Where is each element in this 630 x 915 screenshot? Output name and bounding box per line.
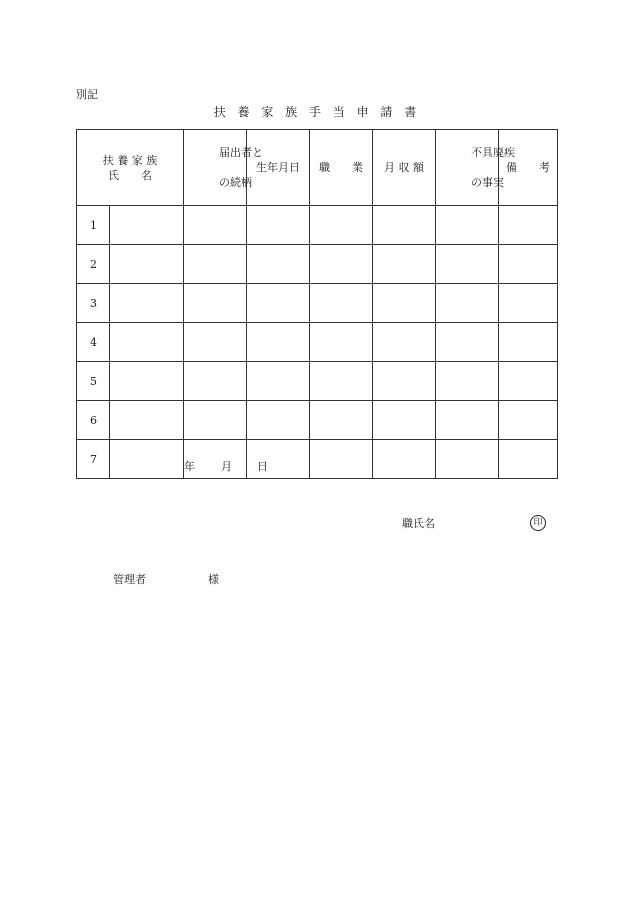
cell-occupation[interactable]	[310, 440, 373, 479]
cell-birthdate[interactable]	[247, 245, 310, 284]
header-disability	[436, 130, 515, 206]
header-monthly-income: 月 収 額	[373, 130, 436, 206]
cell-disability[interactable]	[436, 440, 499, 479]
table-row	[77, 245, 558, 284]
cell-name[interactable]	[110, 362, 184, 401]
cell-name[interactable]	[110, 206, 184, 245]
cell-relationship[interactable]	[184, 245, 247, 284]
cell-birthdate[interactable]	[247, 323, 310, 362]
cell-monthly-income[interactable]	[373, 284, 436, 323]
dependents-table	[76, 129, 558, 479]
cell-occupation[interactable]	[310, 362, 373, 401]
cell-disability[interactable]	[436, 323, 499, 362]
cell-occupation[interactable]	[310, 284, 373, 323]
cell-occupation[interactable]	[310, 245, 373, 284]
date-year-label: 年	[184, 460, 195, 473]
table-row	[77, 440, 558, 479]
row-number: 1	[77, 206, 110, 245]
table-row	[77, 284, 558, 323]
cell-remarks[interactable]	[499, 440, 558, 479]
cell-monthly-income[interactable]	[373, 440, 436, 479]
cell-monthly-income[interactable]	[373, 206, 436, 245]
cell-name[interactable]	[110, 323, 184, 362]
cell-birthdate[interactable]	[247, 206, 310, 245]
row-number: 5	[77, 362, 110, 401]
cell-occupation[interactable]	[310, 323, 373, 362]
cell-remarks[interactable]	[499, 323, 558, 362]
cell-disability[interactable]	[436, 284, 499, 323]
row-number: 4	[77, 323, 110, 362]
header-relationship-line2: の続柄	[218, 176, 252, 189]
cell-monthly-income[interactable]	[373, 323, 436, 362]
cell-monthly-income[interactable]	[373, 362, 436, 401]
header-remarks: 備 考	[499, 130, 558, 206]
cell-name[interactable]	[110, 440, 184, 479]
cell-remarks[interactable]	[499, 245, 558, 284]
header-dependent-name	[77, 130, 184, 206]
honorific-label: 様	[208, 573, 219, 586]
recipient-label: 管理者	[113, 573, 146, 586]
cell-birthdate[interactable]	[247, 284, 310, 323]
cell-relationship[interactable]	[184, 401, 247, 440]
header-birthdate: 生年月日	[247, 130, 310, 206]
attachment-label: 別記	[76, 88, 98, 101]
cell-remarks[interactable]	[499, 284, 558, 323]
document-title: 扶 養 家 族 手 当 申 請 書	[213, 105, 421, 119]
header-dependent-name-line2: 氏 名	[108, 168, 152, 182]
seal-mark: 印	[530, 515, 546, 531]
cell-relationship[interactable]	[184, 362, 247, 401]
cell-disability[interactable]	[436, 401, 499, 440]
cell-relationship[interactable]	[184, 323, 247, 362]
row-number: 2	[77, 245, 110, 284]
cell-occupation[interactable]	[310, 401, 373, 440]
cell-occupation[interactable]	[310, 206, 373, 245]
cell-name[interactable]	[110, 245, 184, 284]
table-header-row	[77, 130, 558, 206]
cell-name[interactable]	[110, 401, 184, 440]
cell-relationship[interactable]	[184, 284, 247, 323]
cell-disability[interactable]	[436, 206, 499, 245]
cell-monthly-income[interactable]	[373, 401, 436, 440]
row-number: 7	[77, 440, 110, 479]
position-name-label: 職氏名	[402, 517, 435, 530]
row-number: 3	[77, 284, 110, 323]
cell-remarks[interactable]	[499, 401, 558, 440]
table-row	[77, 401, 558, 440]
header-disability-line2: の事実	[470, 176, 504, 189]
header-occupation: 職 業	[310, 130, 373, 206]
header-relationship	[184, 130, 263, 206]
cell-remarks[interactable]	[499, 362, 558, 401]
header-relationship-line1: 届出者と	[218, 146, 263, 159]
cell-disability[interactable]	[436, 362, 499, 401]
cell-birthdate[interactable]	[247, 440, 310, 479]
cell-disability[interactable]	[436, 245, 499, 284]
header-disability-line1: 不具廃疾	[470, 146, 515, 159]
table-row	[77, 206, 558, 245]
date-day-label: 日	[257, 460, 268, 473]
cell-relationship[interactable]	[184, 206, 247, 245]
table-row	[77, 323, 558, 362]
cell-birthdate[interactable]	[247, 362, 310, 401]
date-month-label: 月	[221, 460, 232, 473]
cell-name[interactable]	[110, 284, 184, 323]
table-row	[77, 362, 558, 401]
cell-birthdate[interactable]	[247, 401, 310, 440]
cell-remarks[interactable]	[499, 206, 558, 245]
header-dependent-name-line1: 扶 養 家 族	[102, 153, 158, 167]
cell-monthly-income[interactable]	[373, 245, 436, 284]
row-number: 6	[77, 401, 110, 440]
